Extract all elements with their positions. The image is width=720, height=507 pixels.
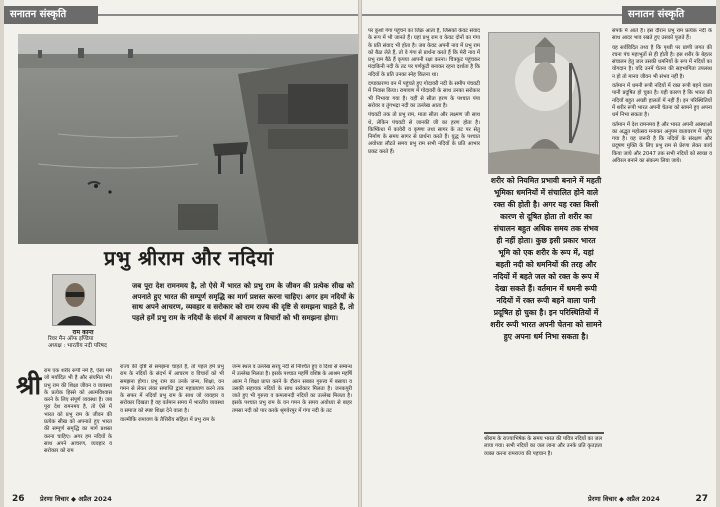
pull-quote: शरीर को नियमित प्रभावी बनाने में महती भूमिका धमनियों में संचालित होने वाले रक्त की होती है। अगर यह रक्त किसी कारण से दूषित होता तो शरीर का संचालन बहुत अधिक समय तक संभव ही नहीं होता। कुछ इसी प्रकार भारत भूमि को एक शरीर के रूप में, यहां बहती नदी को धमनियों की तरह और नदियों में बहते जल को रक्त के रूप में देखा सकते हैं। वर्तमान में धमनी रूपी नदियों में रक्त रूपी बहने वाला पानी प्रदूषित हो चुका है। इन परिस्थितियों में शरीर रूपी भारत अपनी चेतना को सामने हुए अपना धर्म निभा सकता है। [490, 176, 602, 341]
paragraph: संपर्क में आते हैं। इस दौरान प्रभु राम प्रत्येक नदी के साथ आदर भाव रखते हुए उसको पूजते हैं। [612, 28, 712, 42]
ghat-flood-photo [18, 34, 358, 244]
section-header-right [622, 6, 716, 24]
left-column-3 [232, 364, 352, 496]
paragraph: पंचवटी तक तो प्रभु राम, माता सीता और लक्ष्मण जी साथ थे, लेकिन पंचवटी से जानकी जी का हरण होता है। किष्किंधा में कावेरी व कृष्णा तथा सागर के तट पर सेतु निर्माण के समय सागर से प्रार्थना करते हैं। युद्ध के पश्चात अयोध्या लौटते समय प्रभु राम सभी नदियों के प्रति आभार प्रकट करते हैं। [368, 112, 480, 155]
paragraph: वाल्मीकि रामायण के तैत्तिरीय संहिता में प्रभु राम के [120, 417, 215, 424]
paragraph: वर्तमान में धमनी रूपी नदियों में रक्त रूपी बहने वाला पानी प्रदूषित हो चुका है। यही कारण है कि भारत की नदियाँ बहुत अच्छी हालतों में नहीं हैं। इन परिस्थितियों में शरीर रूपी भारत अपनी चेतना को सामने हुए अपना धर्म निभा सकता है। [612, 83, 712, 119]
paragraph: वर्तमान में देश रामनमय है और भारत अपनी आस्थाओं का अद्भुत महोत्सव मनाकर अनुपम वातावरण में पहुंच गया है। यह जरूरी है कि नदियों के संरक्षण और प्रदूषण मुक्ति के लिए प्रभु राम से प्रेरणा लेकर कार्य किया जाये और 2047 तक सभी नदियों को स्वच्छ व अविरल बनाने का संकल्प लिया जाये। [612, 121, 712, 165]
page-number-right: 27 [695, 494, 708, 504]
section-label: सनातन संस्कृति [628, 9, 685, 20]
right-column-1 [368, 28, 480, 496]
right-column-3 [612, 28, 712, 496]
left-column-1 [44, 368, 112, 496]
dropcap: श्री [16, 371, 42, 401]
author-role: रिवर मैन ऑफ इण्डिया [48, 336, 94, 342]
paragraph: जन्म स्थल व उल्लेख सरयू नदी से निश्चित हुए व दिशा से सम्बन्ध में उल्लेख मिलता है। इसके पश्चात महर्षि वशिष्ठ के आश्रम महर्षि आत्म ने शिक्षा प्राप्त करने के दौरान सबका गुरुत्त्व में बसाया व उसकी सहायक नदियों के साथ सरोकार मिलता है। जनकपुरी जाते हुए भी गुरुत्त्व व कमलानदी नदियों का उल्लेख मिलता है। इसके पश्चात प्रभु राम के वन गमन के समय अयोध्या से बाहर तमसा नदी को पार करके श्रृंगवेरपुर में गंगा नदी के तट [232, 364, 352, 414]
article-headline: प्रभु श्रीराम और नदियां [104, 246, 274, 270]
article-intro: जब पूरा देश रामनमय है, तो ऐसे में भारत को प्रभु राम के जीवन की प्रत्येक सीख को अपनाते हुए भारत की सम्पूर्ण समृद्धि का मार्ग प्रशस्त करना चाहिए। अगर हम नदियों के साथ अपने आचरण, व्यवहार व सरोकार को राम राज्य की दृष्टि से समझना चाहते हैं, तो पहले हमें प्रभु राम के नदियों के संदर्भ में आचरण व विचारों को भी समझना होगा। [132, 282, 354, 322]
section-label: सनातन संस्कृति [10, 9, 67, 20]
right-page [362, 0, 716, 507]
section-header-left [4, 6, 98, 24]
author-name: राम कान्त [72, 329, 94, 336]
author-photo [52, 274, 96, 326]
page-number-left: 26 [12, 494, 25, 504]
shri-ram-illustration [488, 32, 600, 174]
paragraph: दण्डकारण्य वन में पहुंचते हुए गोदावरी नदी के समीप पंचवटी में निवास किया। रामायण में गोदावरी के साथ उनका सरोकार भी निभाया गया है। यहीं से सीता हरण के पश्चात पंपा सरोवर व तुंगभद्रा नदी का उल्लेख आता है। [368, 81, 480, 109]
left-column-2 [120, 364, 224, 496]
paragraph: राज्य की दृष्टि से समझना चाहते हैं, तो पहले हमें प्रभु राम के नदियों के संदर्भ में आचरण व विचारों को भी समझना होगा। प्रभु राम का उनके जन्म, शिक्षा, वन गमन से लेकर लंका समाप्ति द्वारा महाप्रयाण करने तक के सफर में नदियाँ प्रभु राम के साथ जो व्यवहार व सरोकार दिखता है वह वर्तमान समय में भारतीय व्यवस्था व समाज को स्पष्ट शिक्षा देने वाला है। [120, 364, 224, 414]
header-rule [362, 14, 622, 16]
author-org: अध्यक्ष : भारतीय नदी परिषद [48, 343, 107, 349]
left-page [4, 0, 358, 507]
header-rule [98, 14, 358, 16]
caption-box [484, 432, 604, 494]
image-caption: श्रीराम के राज्याभिषेक के समय भारत की पवित्र नदियों का जल लाया गया। सभी नदियों का जल लाना और उनके प्रति कृतज्ञता व्यक्त करना रामराज्य की पहचान है। [484, 436, 602, 457]
paragraph: यह सर्वविदित तथ्य है कि पृथ्वी पर प्राणी जगत की रचना पंच महाभूतों से ही होती है। इस शरीर के बेहतर संचालन हेतु जल उसकी धमनियों के रूप में नदियों का योगदान है। यदि उनमें चेतना की सहभागिता उपलब्ध न हो तो मानव जीवन भी संभव नहीं है। [612, 44, 712, 80]
folio-left: प्रेरणा विचार ◆ अप्रैल 2024 [40, 495, 112, 503]
paragraph: पर कुशों गंगा पहुंचने का जिक्र आता है, जिसको केवट संवाद के रूप में भी जानते हैं। यहां प्रभु राम व केवट दोनों का गंगा के प्रति संवाद भी होता है। जब केवट अपनी नाव में प्रभु राम को बैठा लेते हैं, तो वे गंगा से प्रार्थना करते हैं कि मेरी नाव में प्रभु राम बैठे हैं कृपया आपनी रक्षा करना। चित्रकूट पहुंचकर मंदाकिनी नदी के तट पर पर्णकुटी बनाकर रहना दर्शाता है कि नदियों के प्रति उनका स्नेह कितना था। [368, 28, 480, 78]
folio-right: प्रेरणा विचार ◆ अप्रैल 2024 [588, 495, 660, 503]
paragraph: राम एक शरीर रूपी नर्म हैं, ऐसा मर्म जो मर्यादित भी है और संयमित भी। प्रभु राम की शिक्षा जीवन व व्यवस्था के प्रत्येक हिस्से को आत्मविश्वास करने के लिए संपूर्ण व्यवस्था है। जब पूरा देश रामनमय है, तो ऐसे में भारत को प्रभु राम के जीवन की प्रत्येक सीख को अपनाते हुए भारत की सम्पूर्ण समृद्धि का मार्ग प्रशस्त करना चाहिए। अगर हम नदियों के साथ अपने आचरण, व्यवहार व सरोकार को राम [44, 368, 112, 455]
author-byline [48, 329, 118, 350]
